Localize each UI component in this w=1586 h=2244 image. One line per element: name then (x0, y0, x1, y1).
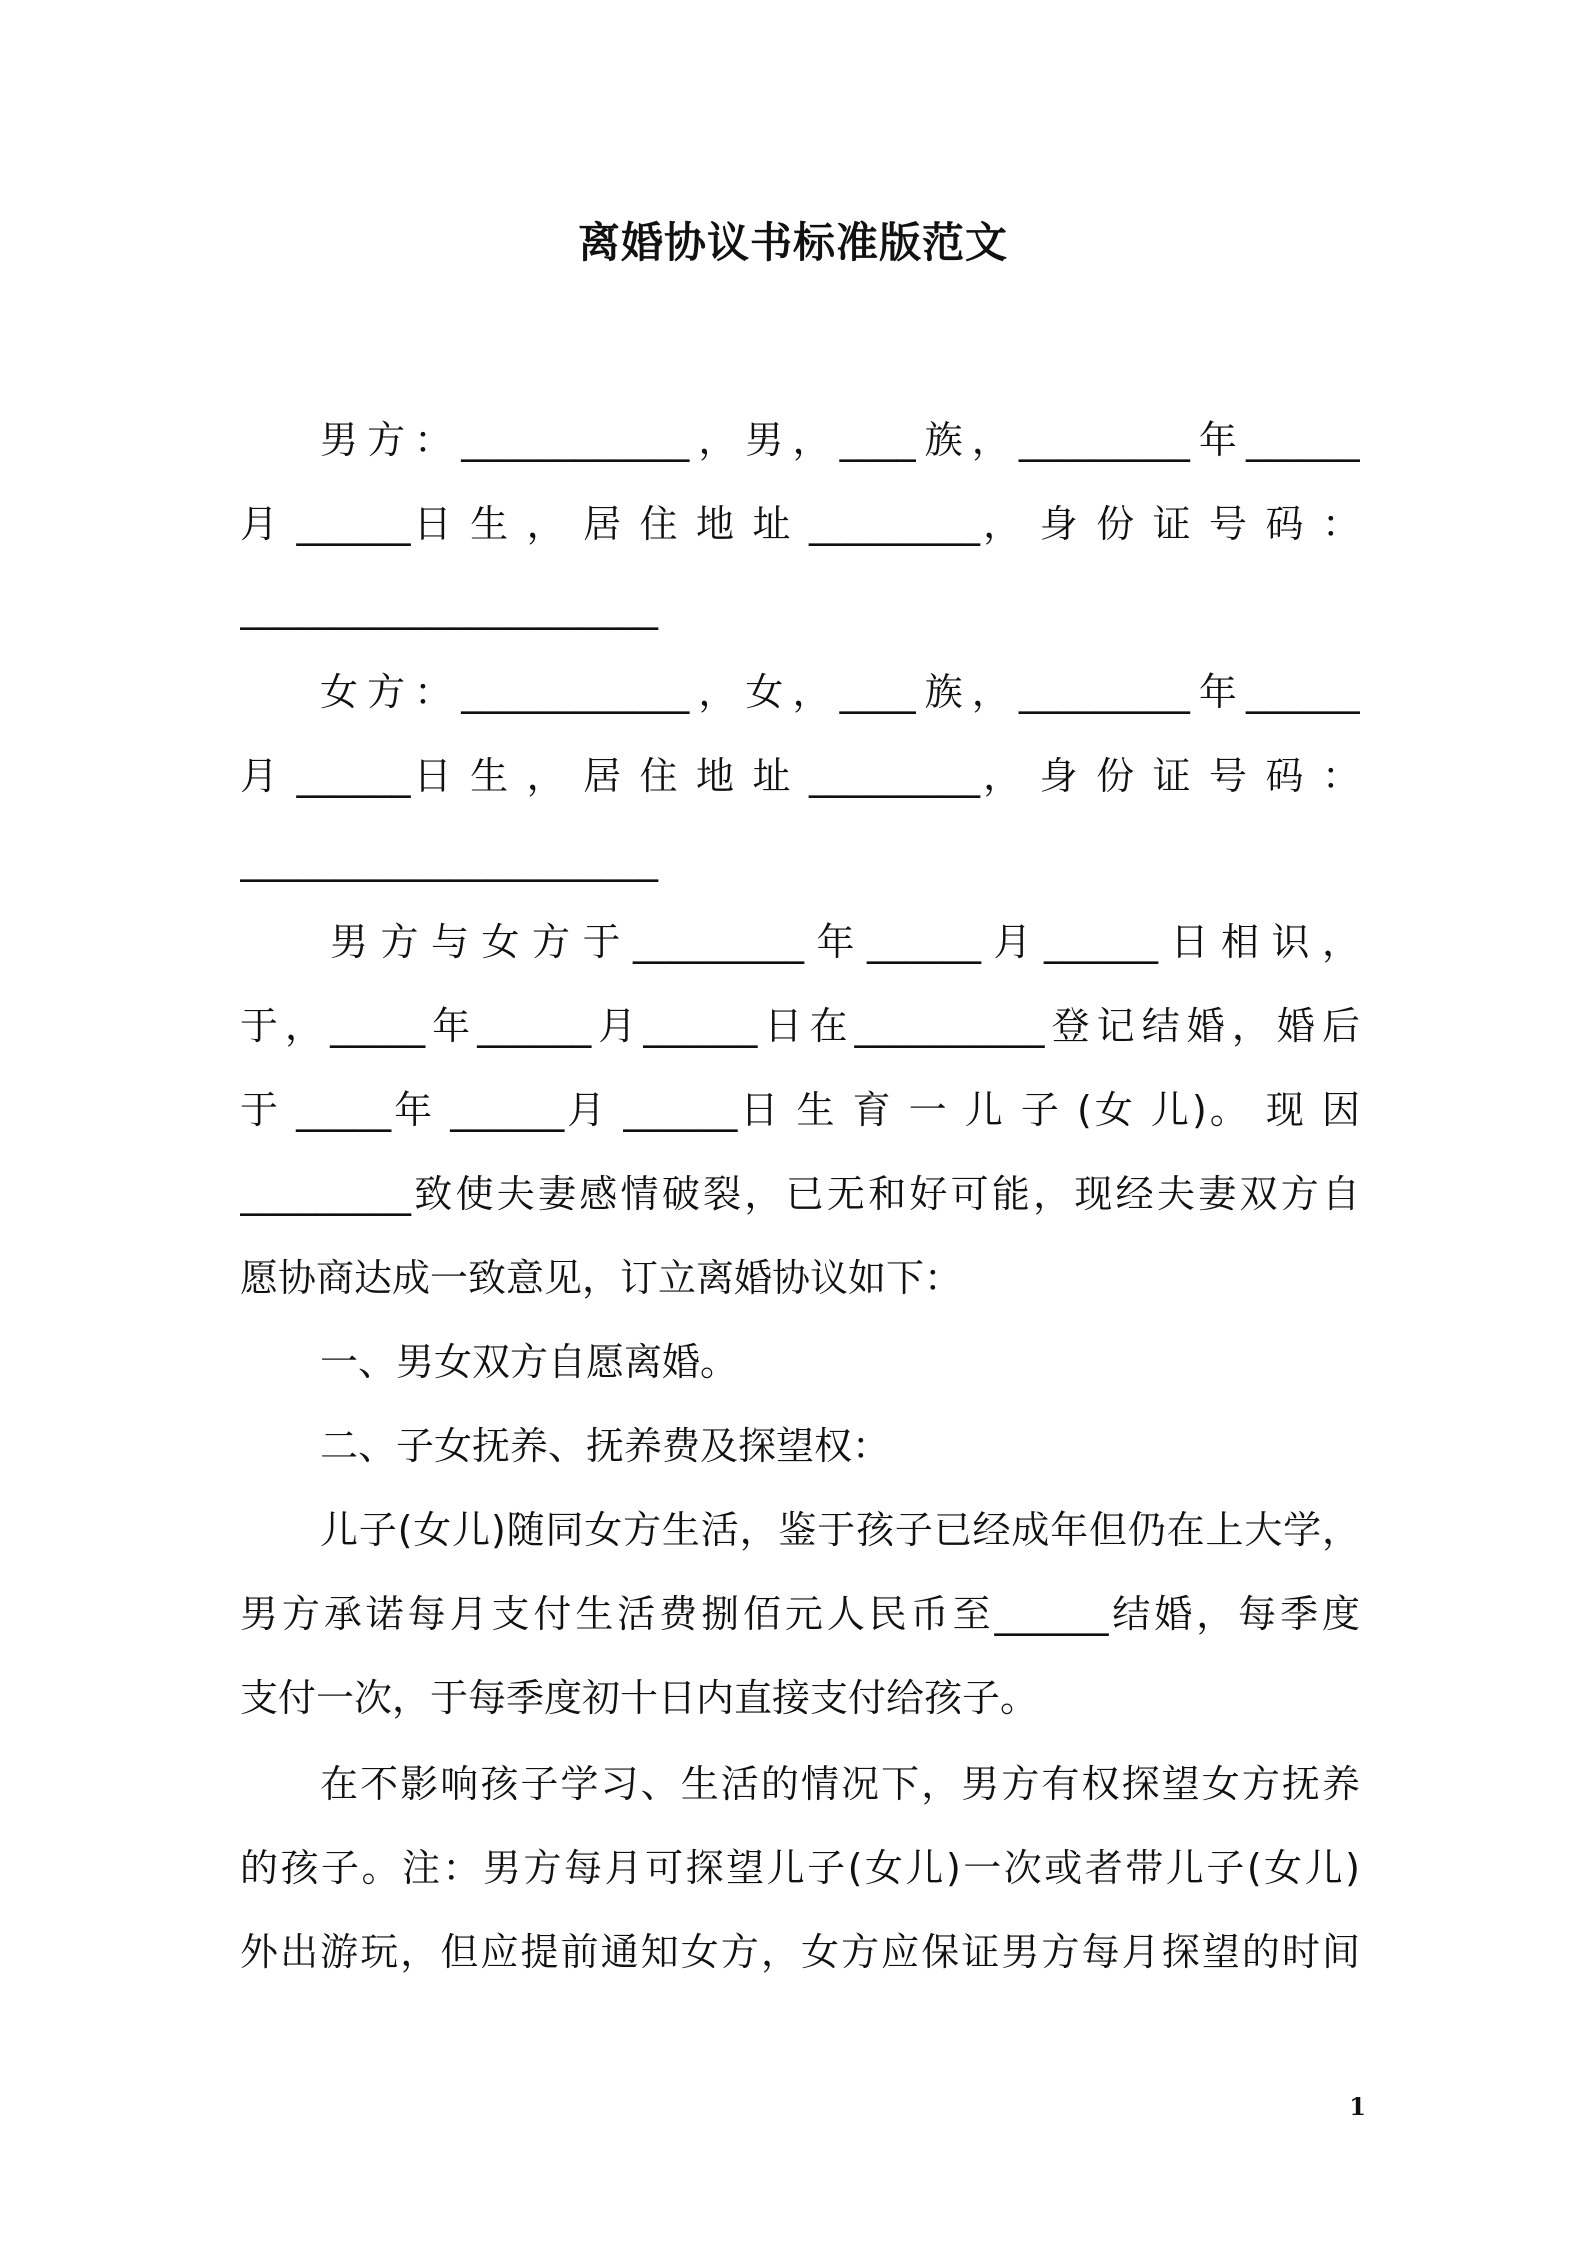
male-id-blank-line: ______________________ (240, 586, 658, 630)
background-paragraph-line-1: 男方与女方于_________年______月______日相识， (330, 920, 1360, 964)
custody-paragraph-line-1: 儿子(女儿)随同女方生活，鉴于孩子已经成年但仍在上大学， (320, 1508, 1360, 1552)
custody-paragraph-line-3: 支付一次，于每季度初十日内直接支付给孩子。 (240, 1676, 1039, 1720)
male-party-line-1: 男方：____________，男，____族，_________年______ (320, 418, 1360, 462)
female-party-line-1: 女方：____________，女，____族，_________年______ (320, 670, 1360, 714)
page-number: 1 (1349, 2092, 1366, 2121)
visitation-paragraph-line-3: 外出游玩，但应提前通知女方，女方应保证男方每月探望的时间 (240, 1930, 1360, 1974)
background-paragraph-line-3: 于 _____年 ______月 ______日 生 育 一 儿 子 (女 儿)。 现 因 (240, 1088, 1360, 1132)
document-title: 离婚协议书标准版范文 (577, 218, 1008, 267)
background-paragraph-line-4: _________致使夫妻感情破裂，已无和好可能，现经夫妻双方自 (240, 1172, 1360, 1216)
visitation-paragraph-line-2: 的孩子。注：男方每月可探望儿子(女儿)一次或者带儿子(女儿) (240, 1846, 1360, 1890)
male-party-line-2: 月 ______日 生 ， 居 住 地 址 _________， 身 份 证 号 码 ： (240, 502, 1360, 546)
female-id-blank-line: ______________________ (240, 838, 658, 882)
background-paragraph-line-2: 于，_____年______月______日在__________登记结婚，婚后 (240, 1004, 1360, 1048)
female-party-line-2: 月 ______日 生 ， 居 住 地 址 _________， 身 份 证 号 码 ： (240, 754, 1360, 798)
clause-two-heading: 二、子女抚养、抚养费及探望权： (320, 1424, 891, 1468)
custody-paragraph-line-2: 男方承诺每月支付生活费捌佰元人民币至______结婚，每季度 (240, 1592, 1360, 1636)
clause-one: 一、男女双方自愿离婚。 (320, 1340, 739, 1384)
visitation-paragraph-line-1: 在不影响孩子学习、生活的情况下，男方有权探望女方抚养 (320, 1762, 1360, 1806)
background-paragraph-line-5: 愿协商达成一致意见，订立离婚协议如下： (240, 1256, 963, 1300)
